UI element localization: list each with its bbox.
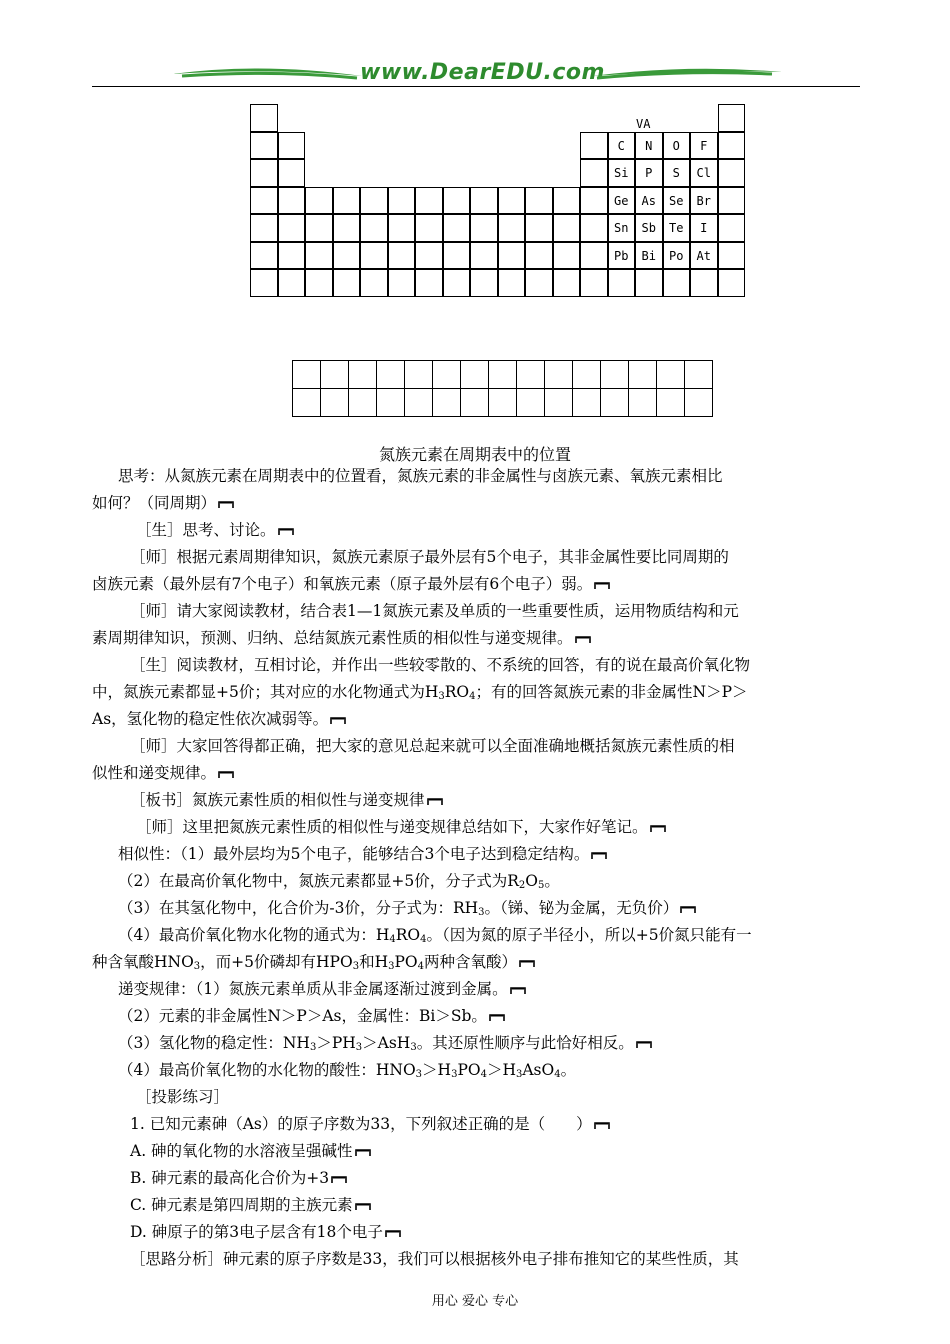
empty-cell [250,269,278,297]
table-row [293,389,713,417]
text-line: 似性和递变规律。 [92,763,234,783]
empty-cell [470,242,498,270]
text-line: 相似性：（1）最外层均为5个电子，能够结合3个电子达到稳定结构。 [118,844,607,864]
element-cell: Pb [608,242,636,270]
return-mark-icon [278,521,294,531]
text-line: ［生］思考、讨论。 [136,520,294,540]
empty-cell [580,132,608,160]
text-line: 思考：从氮族元素在周期表中的位置看，氮族元素的非金属性与卤族元素、氧族元素相比 [118,467,723,485]
text-line: ［师］请大家阅读教材，结合表1—1氮族元素及单质的一些重要性质，运用物质结构和元 [130,602,739,620]
empty-cell [305,214,333,242]
empty-cell [443,242,471,270]
text-line: 如何？（同周期） [92,493,234,513]
empty-cell [718,104,746,132]
figure-caption: 氮族元素在周期表中的位置 [378,445,571,464]
text-line: D. 砷原子的第3电子层含有18个电子 [130,1222,401,1242]
element-cell: Br [690,187,718,215]
text-line: ［师］根据元素周期律知识，氮族元素原子最外层有5个电子，其非金属性要比同周期的 [130,548,729,566]
empty-cell [333,187,361,215]
empty-cell [498,269,526,297]
empty-cell [580,159,608,187]
empty-cell [305,242,333,270]
empty-cell [525,187,553,215]
return-mark-icon [385,1223,401,1233]
element-cell: F [690,132,718,160]
empty-cell [360,269,388,297]
return-mark-icon [575,629,591,639]
text-line: As，氢化物的稳定性依次减弱等。 [92,709,346,729]
empty-cell [718,132,746,160]
text-line: （4）最高价氧化物的水化物的酸性：$HNO_3>H_3PO_4>H_3AsO_4$。 [118,1061,577,1080]
element-cell: S [663,159,691,187]
empty-cell [525,242,553,270]
empty-cell [470,214,498,242]
empty-cell [443,214,471,242]
element-cell: Si [608,159,636,187]
empty-cell [580,269,608,297]
empty-cell [250,214,278,242]
text-line: 中，氮族元素都显+5价；其对应的水化物通式为$H_3RO_4$；有的回答氮族元素的非金属性N＞P＞ [92,683,748,702]
periodic-table [250,104,744,298]
empty-cell [278,187,306,215]
element-cell: Ge [608,187,636,215]
text-line: 种含氧酸$HNO_3$，而+5价磷却有$HPO_3$和$H_3PO_4$两种含氧酸） [92,952,535,977]
empty-cell [498,214,526,242]
text-line: （4）最高价氧化物水化物的通式为：$H_4RO_4$。（因为氮的原子半径小，所以+5价氮只能有一 [118,926,752,945]
empty-cell [415,269,443,297]
empty-cell [415,187,443,215]
element-cell: Sn [608,214,636,242]
empty-cell [635,269,663,297]
text-line: B. 砷元素的最高化合价为+3 [130,1168,347,1188]
empty-cell [388,187,416,215]
element-cell: I [690,214,718,242]
empty-cell [305,187,333,215]
empty-cell [718,242,746,270]
empty-cell [580,242,608,270]
empty-cell [580,187,608,215]
green-swoosh-left [172,64,362,84]
return-mark-icon [427,791,443,801]
element-cell: N [635,132,663,160]
return-mark-icon [331,1169,347,1179]
return-mark-icon [218,764,234,774]
text-line: （2）元素的非金属性N＞P＞As，金属性：Bi＞Sb。 [118,1006,505,1026]
element-cell: As [635,187,663,215]
empty-cell [443,269,471,297]
brand-logo-text: www.DearEDU.com [360,60,605,85]
empty-cell [415,214,443,242]
empty-cell [470,269,498,297]
empty-cell [333,242,361,270]
empty-cell [498,242,526,270]
element-cell: Se [663,187,691,215]
empty-cell [525,269,553,297]
page-footer: 用心 爱心 专心 [431,1294,519,1309]
text-line: ［投影练习］ [136,1088,230,1106]
empty-cell [718,269,746,297]
empty-cell [415,242,443,270]
empty-cell [333,269,361,297]
text-line: C. 砷元素是第四周期的主族元素 [130,1195,371,1215]
empty-cell [360,242,388,270]
element-cell: Bi [635,242,663,270]
text-line: 卤族元素（最外层有7个电子）和氧族元素（原子最外层有6个电子）弱。 [92,574,610,594]
empty-cell [718,187,746,215]
empty-cell [388,214,416,242]
empty-cell [388,269,416,297]
empty-cell [470,187,498,215]
group-label-va: VA [636,117,651,131]
empty-cell [278,269,306,297]
element-cell: Cl [690,159,718,187]
text-line: （3）在其氢化物中，化合价为-3价，分子式为：$RH_3$。（锑、铋为金属，无负价） [118,898,696,923]
empty-cell [553,269,581,297]
return-mark-icon [355,1196,371,1206]
empty-cell [305,269,333,297]
empty-cell [250,242,278,270]
text-line: 递变规律：（1）氮族元素单质从非金属逐渐过渡到金属。 [118,979,526,999]
empty-cell [250,159,278,187]
lanthanide-actinide-table [292,360,713,417]
table-row [293,361,713,389]
empty-cell [278,132,306,160]
return-mark-icon [591,845,607,855]
return-mark-icon [594,575,610,585]
text-line: （2）在最高价氧化物中，氮族元素都显+5价，分子式为$R_2O_5$。 [118,872,560,891]
empty-cell [278,214,306,242]
return-mark-icon [489,1007,505,1017]
element-cell: P [635,159,663,187]
return-mark-icon [218,494,234,504]
element-cell: Po [663,242,691,270]
empty-cell [580,214,608,242]
empty-cell [718,159,746,187]
text-line: A. 砷的氧化物的水溶液呈强碱性 [130,1141,371,1161]
return-mark-icon [519,953,535,963]
element-cell: Te [663,214,691,242]
empty-cell [608,269,636,297]
element-cell: O [663,132,691,160]
empty-cell [690,269,718,297]
text-line: ［师］这里把氮族元素性质的相似性与递变规律总结如下，大家作好笔记。 [136,817,666,837]
empty-cell [553,214,581,242]
empty-cell [250,132,278,160]
return-mark-icon [355,1142,371,1152]
empty-cell [525,214,553,242]
element-cell: At [690,242,718,270]
return-mark-icon [330,710,346,720]
text-line: ［思路分析］砷元素的原子序数是33，我们可以根据核外电子排布推知它的某些性质，其 [130,1250,739,1268]
empty-cell [278,242,306,270]
text-line: ［板书］氮族元素性质的相似性与递变规律 [130,790,443,810]
return-mark-icon [680,899,696,909]
return-mark-icon [594,1115,610,1125]
text-line: （3）氢化物的稳定性：$NH_3>PH_3>AsH_3$。其还原性顺序与此恰好相反。 [118,1033,652,1058]
return-mark-icon [510,980,526,990]
header-rule [92,86,860,87]
empty-cell [553,242,581,270]
empty-cell [663,269,691,297]
green-swoosh-right [592,64,782,84]
empty-cell [250,104,278,132]
text-line: 素周期律知识，预测、归纳、总结氮族元素性质的相似性与递变规律。 [92,628,591,648]
text-line: ［师］大家回答得都正确，把大家的意见总起来就可以全面准确地概括氮族元素性质的相 [130,737,735,755]
empty-cell [498,187,526,215]
empty-cell [718,214,746,242]
empty-cell [360,187,388,215]
element-cell: C [608,132,636,160]
return-mark-icon [636,1034,652,1044]
empty-cell [553,187,581,215]
empty-cell [443,187,471,215]
empty-cell [278,159,306,187]
element-cell: Sb [635,214,663,242]
return-mark-icon [650,818,666,828]
page-header [92,58,860,92]
empty-cell [360,214,388,242]
empty-cell [388,242,416,270]
text-line: ［生］阅读教材，互相讨论，并作出一些较零散的、不系统的回答，有的说在最高价氧化物 [130,656,751,674]
empty-cell [333,214,361,242]
empty-cell [250,187,278,215]
text-line: 1. 已知元素砷（As）的原子序数为33，下列叙述正确的是（ ） [130,1114,610,1134]
